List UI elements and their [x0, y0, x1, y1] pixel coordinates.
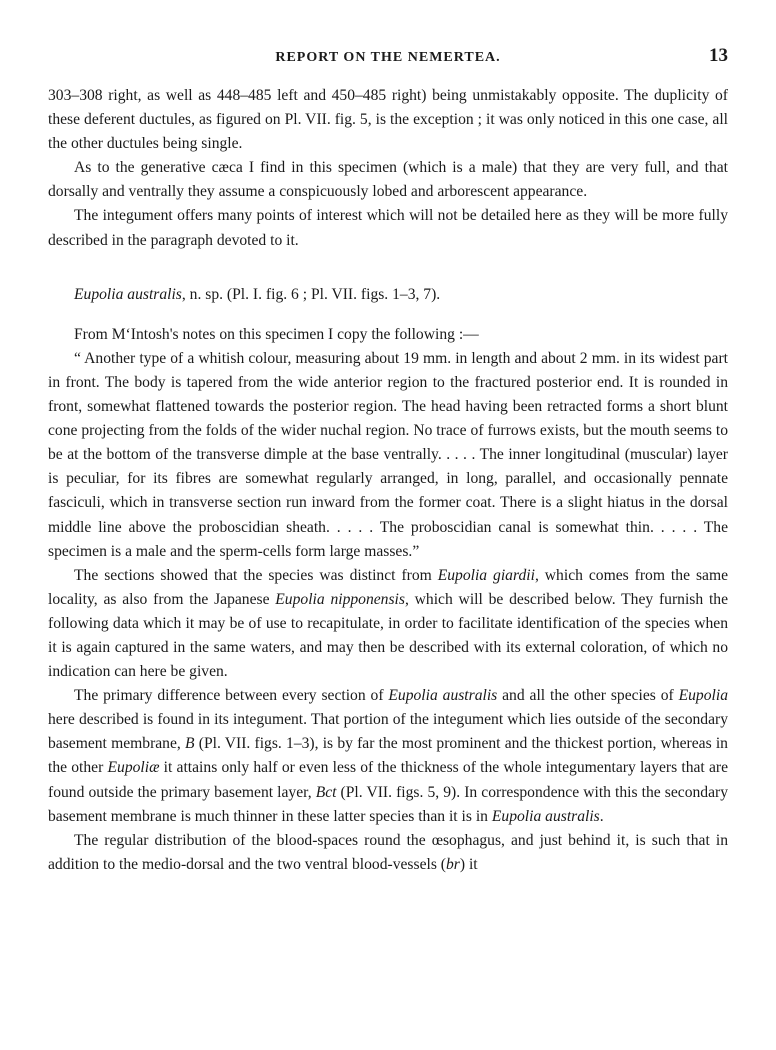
text-run: “ Another type of a whitish colour, measuring about 19 mm. in length and about 2 mm. in its widest part in front. The body is tapered from the wide anterior region to the fractured posterior end. It is rounded in front, somewhat flattened towards the posterior region. The head having been retracted forms a short blunt cone projecting from the folds of the wider nuchal region. No trace of furrows exists, but the mouth seems to be at the bottom of the transverse dimple at the base ventrally. . . . . The inner longitudinal (muscular) layer is peculiar, for its fibres are somewhat regularly arranged, in long, parallel, and occasionally pennate fasciculi, which in transverse section run inward from the former coat. There is a slight hiatus in the dorsal middle line above the proboscidian sheath. . . . . The proboscidian canal is somewhat thin. . . . . The specimen is a male and the sperm-cells form large masses.” [48, 349, 728, 560]
paragraph-integument-note [48, 204, 728, 252]
text-run: 303–308 right, as well as 448–485 left and 450–485 right) being unmistakably opposite. The duplicity of these deferent ductules, as figured on Pl. VII. fig. 5, is the exception ; it was only noticed in this one case, all the other ductules being single. [48, 87, 728, 153]
species-heading [48, 283, 728, 307]
paragraph-generative-caeca [48, 156, 728, 204]
text-run: As to the generative cæca I find in this specimen (which is a male) that they are very full, and that dorsally and ventrally they assume a conspicuously lobed and arborescent appearance. [48, 159, 728, 201]
text-run: The regular distribution of the blood-spaces round the œsophagus, and just behind it, is such that in addition to the medio-dorsal and the two ventral blood-vessels ( [48, 831, 728, 873]
italic-text: Eupolia australis [74, 285, 182, 303]
italic-text: Bct [315, 783, 337, 801]
italic-text: Eupolia australis [388, 687, 498, 705]
paragraph-primary-difference [48, 684, 728, 829]
running-header [48, 40, 728, 70]
paragraph-mintosh-quote [48, 347, 728, 564]
text-run: and all the other species of [497, 687, 679, 705]
text-run: The integument offers many points of interest which will not be detailed here as they will be more fully described in the paragraph devoted to it. [48, 207, 728, 249]
italic-text: Eupolia nipponensis [275, 590, 405, 608]
text-run: , which comes from the same locality, as also from the Japanese [48, 566, 728, 608]
text-run: here described is found in its integument. That portion of the integument which lies outside of the secondary basement membrane, [48, 711, 728, 753]
text-run: . [599, 807, 604, 825]
italic-text: Eupolia giardii [437, 566, 535, 584]
running-title: REPORT ON THE NEMERTEA. [275, 50, 501, 65]
italic-text: br [445, 855, 460, 873]
text-run: ) it [459, 855, 478, 873]
body-text [48, 84, 728, 877]
page [48, 40, 728, 877]
text-run: (Pl. VII. figs. 1–3), is by far the most prominent and the thickest portion, whereas in the other [48, 735, 728, 777]
page-number: 13 [709, 45, 728, 66]
text-run: (Pl. VII. figs. 5, 9). In correspondence with this the secondary basement membrane is much thinner in these latter species than it is in [48, 783, 728, 825]
paragraph-mintosh-intro [48, 323, 728, 347]
paragraph-sections [48, 564, 728, 684]
italic-text: B [185, 735, 195, 753]
italic-text: Eupolia [678, 687, 728, 705]
text-run: From M‘Intosh's notes on this specimen I copy the following :— [74, 325, 479, 343]
text-run: , which will be described below. They furnish the following data which it may be of use to recapitulate, in order to facilitate identification of the species when it is again captured in the same waters, and may then be described with its external coloration, of which no indication can here be given. [48, 590, 729, 681]
paragraph-continued [48, 84, 728, 156]
italic-text: Eupolia australis [491, 807, 600, 825]
text-run: it attains only half or even less of the thickness of the whole integumentary layers that are found outside the primary basement layer, [48, 759, 728, 801]
text-run: The sections showed that the species was distinct from [74, 566, 438, 584]
italic-text: Eupoliæ [107, 759, 160, 777]
paragraph-blood-spaces [48, 829, 728, 877]
text-run: , n. sp. (Pl. I. fig. 6 ; Pl. VII. figs. 1–3, 7). [181, 285, 441, 303]
text-run: The primary difference between every section of [74, 687, 389, 705]
